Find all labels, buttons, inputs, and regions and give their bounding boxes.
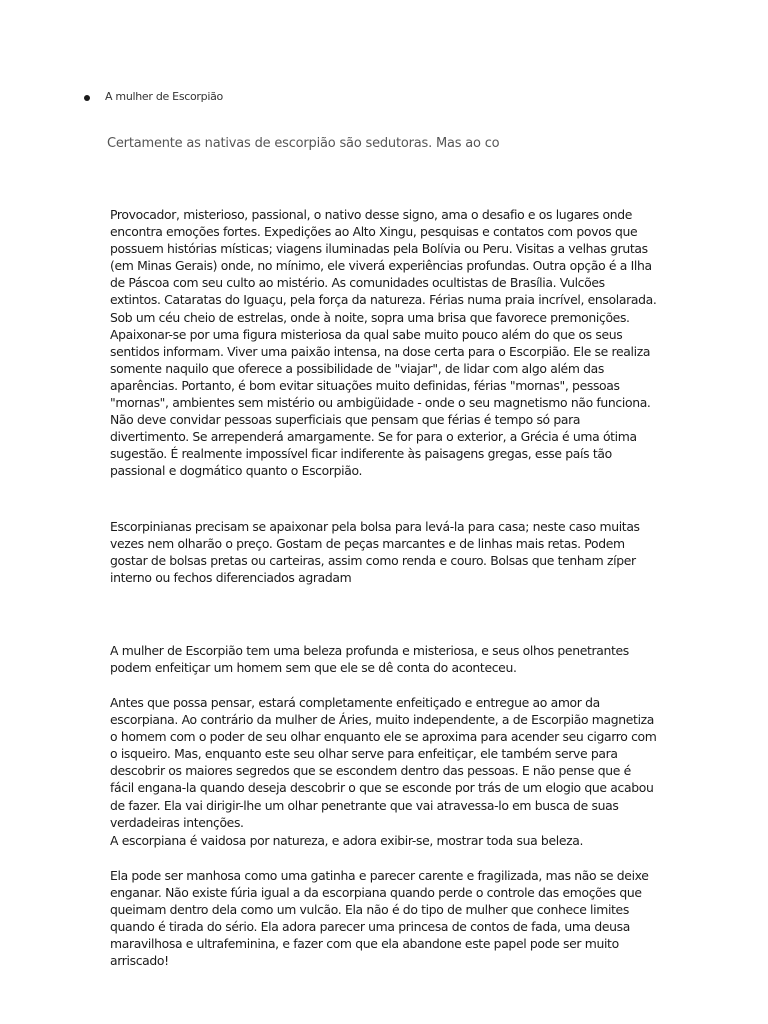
bullet-dot-icon [84,95,90,101]
paragraph-text: A mulher de Escorpião tem uma beleza profunda e misteriosa, e seus olhos penetrantes podem enfeitiçar um homem sem que ele se dê conta do aconteceu. [110,643,629,676]
subheading: Certamente as nativas de escorpião são sedutoras. Mas ao co [107,136,500,151]
paragraph-enchantment [110,694,658,831]
paragraph-temper [110,867,658,970]
paragraph-travel [110,206,658,480]
paragraph-bags [110,518,658,586]
paragraph-beauty [110,642,658,676]
paragraph-text: A escorpiana é vaidosa por natureza, e adora exibir-se, mostrar toda sua beleza. [110,833,584,848]
paragraph-vanity [110,832,658,849]
paragraph-text: Provocador, misterioso, passional, o nativo desse signo, ama o desafio e os lugares onde encontra emoções fortes. Expedições ao Alto Xingu, pesquisas e contatos com povos que possuem histórias místicas; viagens iluminadas pela Bolívia ou Peru. Visitas a velhas grutas (em Minas Gerais) onde, no mínimo, ele viverá experiências profundas. Outra opção é a Ilha de Páscoa com seu culto ao mistério. As comunidades ocultistas de Brasília. Vulcões extintos. Cataratas do Iguaçu, pela força da natureza. Férias numa praia incrível, ensolarada. Sob um céu cheio de estrelas, onde à noite, sopra uma brisa que favorece premonições. Apaixonar-se por uma figura misteriosa da qual sabe muito pouco além do que os seus sentidos informam. Viver uma paixão intensa, na dose certa para o Escorpião. Ele se realiza somente naquilo que oferece a possibilidade de "viajar", de lidar com algo além das aparências. Portanto, é bom evitar situações muito definidas, férias "mornas", pessoas "mornas", ambientes sem mistério ou ambigüidade - onde o seu magnetismo não funciona. Não deve convidar pessoas superficiais que pensam que férias é tempo só para divertimento. Se arrependerá amargamente. Se for para o exterior, a Grécia é uma ótima sugestão. É realmente impossível ficar indiferente às paisagens gregas, esse país tão passional e dogmático quanto o Escorpião. [110,207,657,479]
bullet-list-item [84,90,223,103]
paragraph-text: Antes que possa pensar, estará completamente enfeitiçado e entregue ao amor da escorpiana. Ao contrário da mulher de Áries, muito independente, a de Escorpião magnetiza o homem com o poder de seu olhar enquanto ele se aproxima para acender seu cigarro com o isqueiro. Mas, enquanto este seu olhar serve para enfeitiçar, ele também serve para descobrir os maiores segredos que se escondem dentro das pessoas. E não pense que é fácil engana-la quando deseja descobrir o que se esconde por trás de um elogio que acabou de fazer. Ela vai dirigir-lhe um olhar penetrante que vai atravessa-lo em busca de suas verdadeiras intenções. [110,695,657,830]
bullet-title: A mulher de Escorpião [105,90,223,103]
paragraph-text: Escorpinianas precisam se apaixonar pela bolsa para levá-la para casa; neste caso muitas vezes nem olharão o preço. Gostam de peças marcantes e de linhas mais retas. Podem gostar de bolsas pretas ou carteiras, assim como renda e couro. Bolsas que tenham zíper interno ou fechos diferenciados agradam [110,519,640,586]
paragraph-text: Ela pode ser manhosa como uma gatinha e parecer carente e fragilizada, mas não se deixe enganar. Não existe fúria igual a da escorpiana quando perde o controle das emoções que queimam dentro dela como um vulcão. Ela não é do tipo de mulher que conhece limites quando é tirada do sério. Ela adora parecer uma princesa de contos de fada, uma deusa maravilhosa e ultrafeminina, e fazer com que ela abandone este papel pode ser muito arriscado! [110,868,649,969]
